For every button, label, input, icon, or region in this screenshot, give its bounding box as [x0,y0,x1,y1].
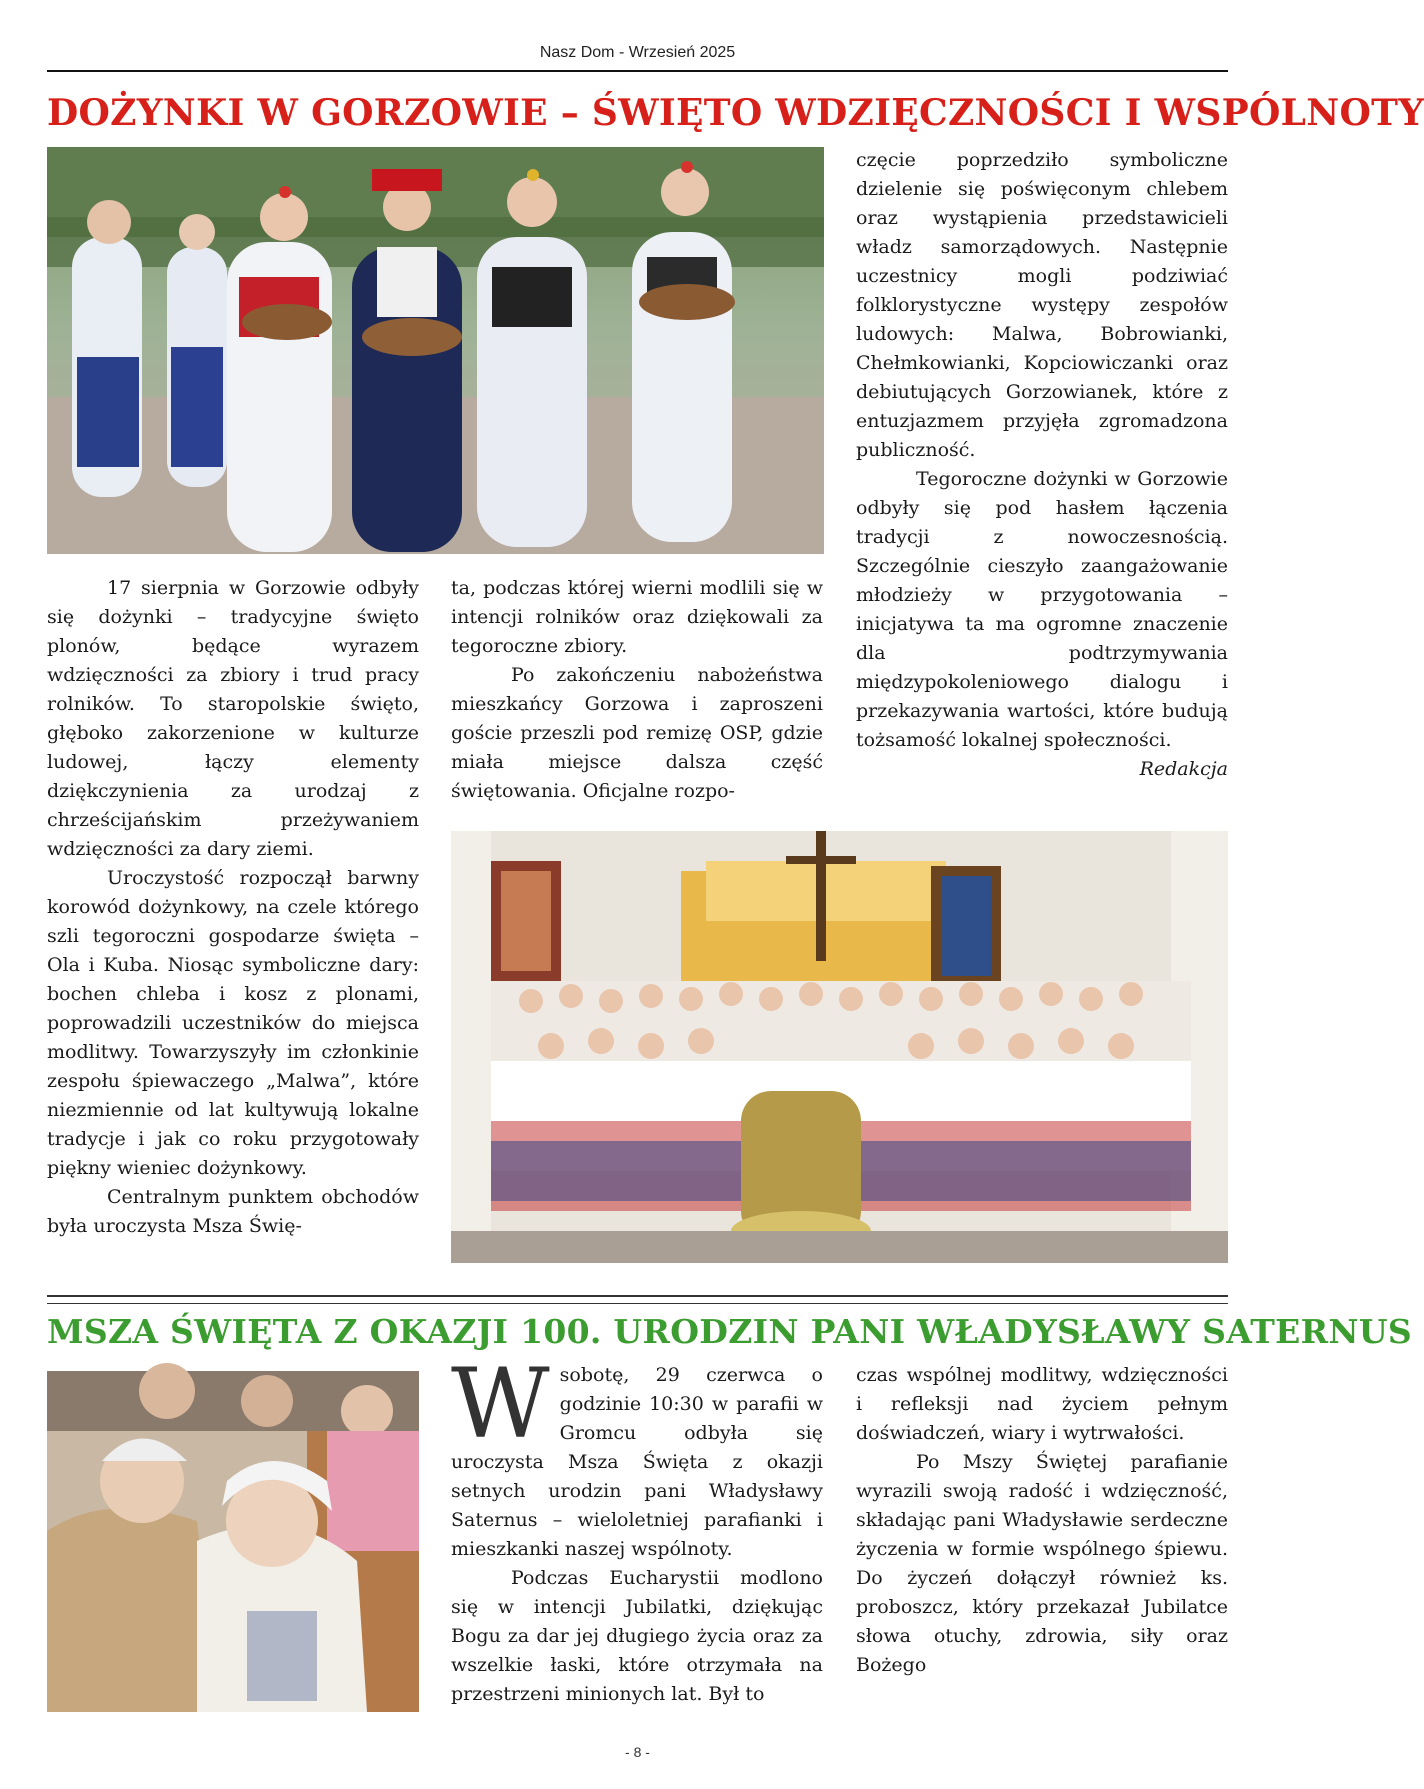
article1-paragraph-5: Po zakończeniu nabożeństwa mieszkańcy Gorzowa i zaproszeni goście przeszli pod remizę OSP, gdzie miała miejsce dalsza część świętowania. Oficjalne rozpo- [451,664,823,802]
article1-paragraph-7: Tegoroczne dożynki w Gorzowie odbyły się pod hasłem łączenia tradycji z nowoczesnością. Szczególnie cieszyło zaangażowanie młodzieży w przygotowania – inicjatywa ta ma ogromne znaczenie dla podtrzymywania międzypokoleniowego dialogu i przekazywania wartości, które budują tożsamość lokalnej społeczności. [856,468,1228,751]
article2-paragraph-2: Podczas Eucharystii modlono się w intencji Jubilatki, dziękując Bogu za dar jej długiego życia oraz za wszelkie łaski, które otrzymała na przestrzeni minionych lat. Był to [451,1567,823,1705]
article1-paragraph-2b: Uroczystość rozpoczął barwny korowód dożynkowy, na czele którego szli tegoroczni gospodarze święta – Ola i Kuba. Niosąc symboliczne dary: bochen chleba i kosz z plonami, poprowadzili uczestników do miejsca modlitwy. Towarzyszyły im członkinie zespołu śpiewaczego „Malwa”, które niezmiennie od lat kultywują lokalne tradycje i jak co roku przygotowały piękny wieniec dożynkowy. [47,867,419,1179]
article2-paragraph-3: czas wspólnej modlitwy, wdzięczności i refleksji nad życiem pełnym doświadczeń, wiary i wytrwałości. [856,1364,1228,1444]
jubilee-photo-image [47,1371,419,1712]
article2-paragraph-1: sobotę, 29 czerwca o godzinie 10:30 w parafii w Gromcu odbyła się uroczysta Msza Święta z okazji setnych urodzin pani Władysławy Saternus – wieloletniej parafianki i mieszkanki naszej wspólnoty. [451,1364,823,1560]
article2-column-3 [856,1361,1228,1680]
article1-paragraph-4: ta, podczas której wierni modlili się w intencji rolników oraz dziękowali za tegoroczne zbiory. [451,577,823,657]
article2-title: MSZA ŚWIĘTA Z OKAZJI 100. URODZIN PANI WŁADYSŁAWY SATERNUS [47,1312,1413,1351]
page-number: - 8 - [625,1744,650,1760]
article1-title: DOŻYNKI W GORZOWIE – ŚWIĘTO WDZIĘCZNOŚCI I WSPÓLNOTY [47,92,1424,134]
procession-photo-image [47,147,824,554]
article1-column-1 [47,574,419,1241]
article2-column-2 [451,1348,823,1709]
article2-dropcap: W [451,1348,550,1460]
article1-paragraph-1: 17 sierpnia w Gorzowie odbyły się dożynki – tradycyjne święto plonów, będące wyrazem wdzięczności za zbiory i trud pracy rolników. To staropolskie święto, głęboko zakorzenione w kulturze ludowej, łączy elementy dziękczynienia za urodzaj z chrześcijańskim przeżywaniem wdzięczności za dary ziemi. [47,577,419,860]
church-group-photo-image [451,831,1228,1263]
church-group-photo [451,831,1228,1263]
jubilee-photo [47,1371,419,1712]
section-divider [47,1295,1228,1304]
article1-paragraph-6: częcie poprzedziło symboliczne dzielenie się poświęconym chlebem oraz wystąpienia przedstawicieli władz samorządowych. Następnie uczestnicy mogli podziwiać folklorystyczne występy zespołów ludowych: Malwa, Bobrowianki, Chełmkowianki, Kopciowiczanki oraz debiutujących Gorzowianek, które z entuzjazmem przyjęła zgromadzona publiczność. [856,149,1228,461]
header-rule [47,70,1228,72]
article2-paragraph-4: Po Mszy Świętej parafianie wyrazili swoją radość i wdzięczność, składając pani Władysławie serdeczne życzenia w formie wspólnego śpiewu. Do życzeń dołączył również ks. proboszcz, który przekazał Jubilatce słowa otuchy, zdrowia, siły oraz Bożego [856,1451,1228,1676]
procession-photo [47,147,824,554]
article1-paragraph-3: Centralnym punktem obchodów była uroczysta Msza Świę- [47,1186,419,1237]
running-header: Nasz Dom - Wrzesień 2025 [539,44,736,61]
article1-column-3 [856,146,1228,784]
article1-signature: Redakcja [1139,758,1228,780]
article1-column-2 [451,574,823,806]
